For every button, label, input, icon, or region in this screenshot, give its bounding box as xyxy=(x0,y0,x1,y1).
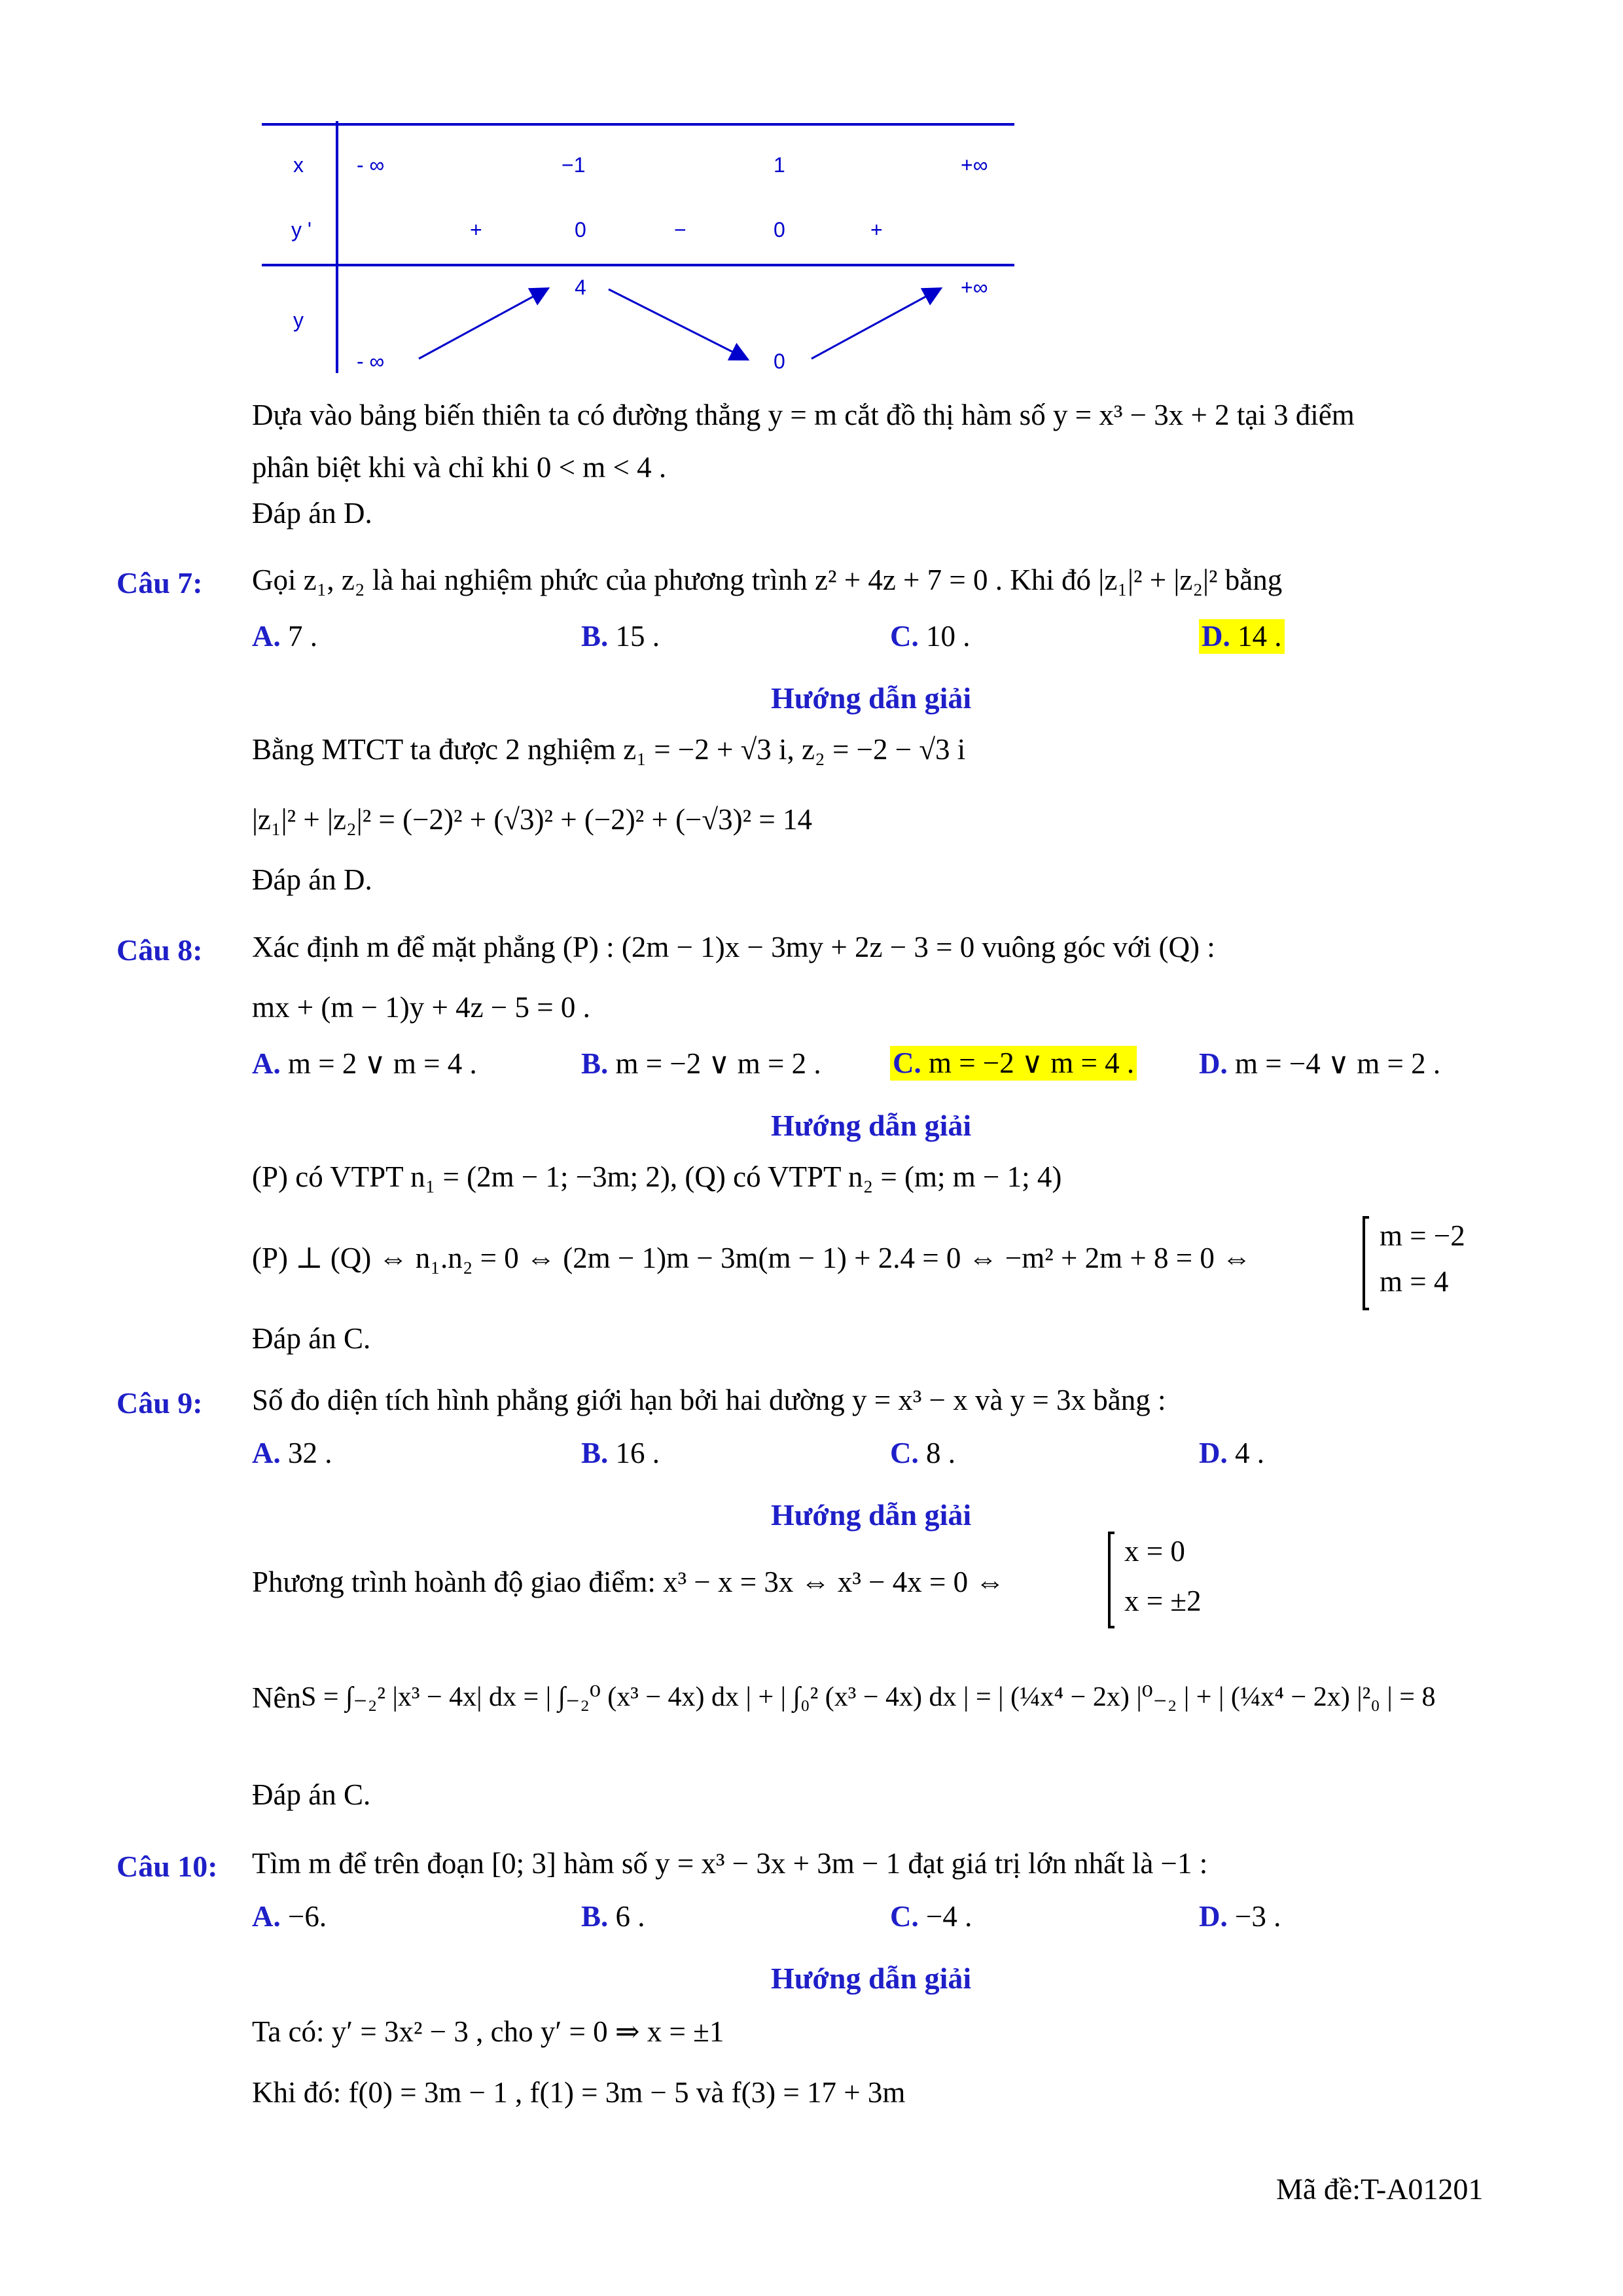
q8-case2: m = 4 xyxy=(1380,1265,1449,1298)
q10-label: Câu 10: xyxy=(116,1850,218,1883)
row-label-x: x xyxy=(293,153,304,177)
q8-question-line1: Xác định m để mặt phẳng (P) : (2m − 1)x − 3my + 2z − 3 = 0 vuông góc với (Q) : xyxy=(252,931,1215,963)
q7-option-c[interactable]: C. 10 . xyxy=(890,620,971,653)
q8-option-d[interactable]: D. m = −4 ∨ m = 2 . xyxy=(1199,1047,1441,1080)
y-value-max: 4 xyxy=(575,276,586,299)
q8-option-a[interactable]: A. m = 2 ∨ m = 4 . xyxy=(252,1047,477,1080)
yprime-sign: − xyxy=(674,218,687,242)
q9-solution-line2-prefix: Nên xyxy=(252,1681,301,1714)
q7-answer: Đáp án D. xyxy=(252,863,372,896)
yprime-sign: + xyxy=(470,218,482,242)
q9-answer: Đáp án C. xyxy=(252,1778,371,1811)
q6-conclusion-line1: Dựa vào bảng biến thiên ta có đường thẳng y = m cắt đồ thị hàm số y = x³ − 3x + 2 tại 3 điểm xyxy=(252,399,1355,431)
x-value: 1 xyxy=(774,153,785,177)
x-value: +∞ xyxy=(961,153,988,177)
q6-conclusion-line2: phân biệt khi và chỉ khi 0 < m < 4 . xyxy=(252,451,667,484)
q7-label: Câu 7: xyxy=(116,566,203,600)
q9-option-c[interactable]: C. 8 . xyxy=(890,1437,955,1469)
y-value-min: 0 xyxy=(774,350,785,373)
q10-solution-line2: Khi đó: f(0) = 3m − 1 , f(1) = 3m − 5 và f(3) = 17 + 3m xyxy=(252,2076,906,2109)
variation-table xyxy=(0,0,1623,406)
q10-guide-title: Hướng dẫn giải xyxy=(771,1962,972,1995)
q7-question: Gọi z₁, z₂ là hai nghiệm phức của phương trình z² + 4z + 7 = 0 . Khi đó |z₁|² + |z₂|² bằng xyxy=(252,564,1283,596)
q10-option-a[interactable]: A. −6. xyxy=(252,1900,327,1933)
yprime-sign: 0 xyxy=(774,218,785,242)
q9-case1: x = 0 xyxy=(1124,1535,1185,1568)
row-label-yprime: y ' xyxy=(291,218,312,242)
exam-code: Mã đề:T-A01201 xyxy=(1276,2172,1484,2206)
q8-answer: Đáp án C. xyxy=(252,1322,371,1355)
q7-option-d-correct[interactable]: D. 14 . xyxy=(1199,619,1285,654)
q7-solution-line1: Bằng MTCT ta được 2 nghiệm z₁ = −2 + √3 i, z₂ = −2 − √3 i xyxy=(252,733,966,766)
q10-option-d[interactable]: D. −3 . xyxy=(1199,1900,1281,1933)
decrease-arrow xyxy=(609,289,746,359)
q10-solution-line1: Ta có: y′ = 3x² − 3 , cho y′ = 0 ⇒ x = ±1 xyxy=(252,2015,724,2048)
q10-question: Tìm m để trên đoạn [0; 3] hàm số y = x³ − 3x + 3m − 1 đạt giá trị lớn nhất là −1 : xyxy=(252,1847,1208,1880)
x-value: −1 xyxy=(562,153,586,177)
q8-option-c-correct[interactable]: C. m = −2 ∨ m = 4 . xyxy=(890,1046,1137,1081)
q9-solution-line2: S = ∫₋₂² |x³ − 4x| dx = | ∫₋₂⁰ (x³ − 4x) dx | + | ∫₀² (x³ − 4x) dx | = | (¼x⁴ − 2x) |⁰₋₂ | + | (¼x⁴ − 2x) |²₀ | = 8 xyxy=(301,1682,1436,1712)
q9-label: Câu 9: xyxy=(116,1386,203,1420)
q7-option-a[interactable]: A. 7 . xyxy=(252,620,317,653)
q9-solution-line1: Phương trình hoành độ giao điểm: x³ − x = 3x ⇔ x³ − 4x = 0 ⇔ xyxy=(252,1566,1005,1598)
q9-option-b[interactable]: B. 16 . xyxy=(581,1437,660,1469)
q9-option-d[interactable]: D. 4 . xyxy=(1199,1437,1264,1469)
q9-question: Số đo diện tích hình phẳng giới hạn bởi hai dường y = x³ − x và y = 3x bằng : xyxy=(252,1384,1166,1416)
q7-option-b[interactable]: B. 15 . xyxy=(581,620,660,653)
q9-option-a[interactable]: A. 32 . xyxy=(252,1437,332,1469)
row-label-y: y xyxy=(293,308,304,332)
y-value-right: +∞ xyxy=(961,276,988,299)
increase-arrow xyxy=(419,289,546,359)
q8-guide-title: Hướng dẫn giải xyxy=(771,1109,972,1142)
q10-option-c[interactable]: C. −4 . xyxy=(890,1900,972,1933)
q9-case2: x = ±2 xyxy=(1124,1585,1202,1617)
q6-answer: Đáp án D. xyxy=(252,497,372,529)
yprime-sign: 0 xyxy=(575,218,586,242)
y-value-left: - ∞ xyxy=(357,350,385,373)
q8-solution-line2: (P) ⊥ (Q) ⇔ n₁.n₂ = 0 ⇔ (2m − 1)m − 3m(m − 1) + 2.4 = 0 ⇔ −m² + 2m + 8 = 0 ⇔ xyxy=(252,1242,1252,1274)
case-bracket xyxy=(1108,1532,1115,1628)
yprime-sign: + xyxy=(870,218,883,242)
case-bracket xyxy=(1363,1216,1369,1310)
q8-question-line2: mx + (m − 1)y + 4z − 5 = 0 . xyxy=(252,991,590,1024)
q8-solution-line1: (P) có VTPT n₁ = (2m − 1; −3m; 2), (Q) có VTPT n₂ = (m; m − 1; 4) xyxy=(252,1160,1062,1193)
q9-guide-title: Hướng dẫn giải xyxy=(771,1498,972,1532)
increase-arrow xyxy=(812,289,939,359)
q10-option-b[interactable]: B. 6 . xyxy=(581,1900,645,1933)
q8-case1: m = −2 xyxy=(1380,1219,1465,1252)
q7-solution-line2: |z₁|² + |z₂|² = (−2)² + (√3)² + (−2)² + (−√3)² = 14 xyxy=(252,803,812,836)
q8-label: Câu 8: xyxy=(116,933,203,967)
q8-option-b[interactable]: B. m = −2 ∨ m = 2 . xyxy=(581,1047,821,1080)
q7-guide-title: Hướng dẫn giải xyxy=(771,681,972,715)
x-value: - ∞ xyxy=(357,153,385,177)
